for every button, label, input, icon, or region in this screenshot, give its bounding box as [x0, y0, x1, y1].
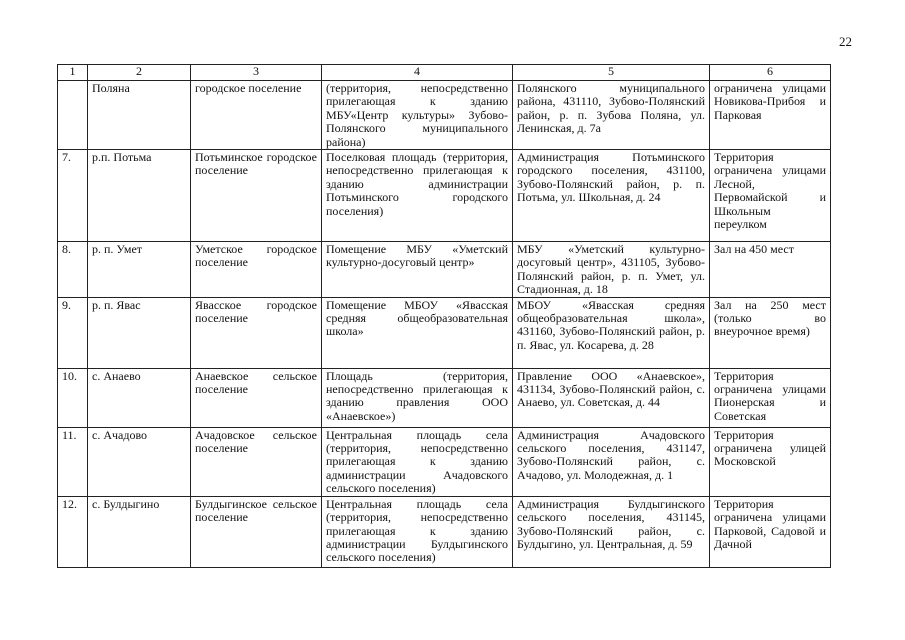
settlement-name: Поляна — [88, 81, 191, 150]
location-note: Территория ограничена улицей Московской — [710, 427, 831, 496]
location-note: Зал на 250 мест (только во внеурочное время) — [710, 297, 831, 368]
column-header: 1 — [58, 65, 88, 81]
owner-address: Правление ООО «Анаевское», 431134, Зубово-Полянский район, с. Анаево, ул. Советская, д. 44 — [513, 368, 710, 427]
settlement-name: р. п. Явас — [88, 297, 191, 368]
row-number — [58, 81, 88, 150]
table-row — [58, 496, 831, 567]
row-number: 9. — [58, 297, 88, 368]
column-header: 2 — [88, 65, 191, 81]
settlement-name: р.п. Потьма — [88, 150, 191, 242]
owner-address: Полянского муниципального района, 431110, Зубово-Полянский район, р. п. Зубова Поляна, ул. Ленинская, д. 7а — [513, 81, 710, 150]
owner-address: Администрация Потьминского городского поселения, 431100, Зубово-Полянский район, р. п. Потьма, ул. Школьная, д. 24 — [513, 150, 710, 242]
location-note: Территория ограничена улицами Лесной, Первомайской и Школьным переулком — [710, 150, 831, 242]
location-description: Площадь (территория, непосредственно прилегающая к зданию правления ООО «Анаевское») — [322, 368, 513, 427]
owner-address: Администрация Ачадовского сельского поселения, 431147, Зубово-Полянский район, с. Ачадово, ул. Молодежная, д. 1 — [513, 427, 710, 496]
location-note: Территория ограничена улицами Пионерская и Советская — [710, 368, 831, 427]
table-row — [58, 150, 831, 242]
owner-address: МБУ «Уметский культурно-досуговый центр», 431105, Зубово-Полянский район, р. п. Умет, ул. Стадионная, д. 18 — [513, 242, 710, 298]
row-number: 11. — [58, 427, 88, 496]
table-row — [58, 242, 831, 298]
owner-address: Администрация Булдыгинского сельского поселения, 431145, Зубово-Полянский район, с. Булдыгино, ул. Центральная, д. 59 — [513, 496, 710, 567]
location-description: Помещение МБУ «Уметский культурно-досуговый центр» — [322, 242, 513, 298]
table-row — [58, 297, 831, 368]
polling-places-table — [57, 64, 831, 568]
page-number: 22 — [839, 34, 852, 49]
row-number: 8. — [58, 242, 88, 298]
row-number: 12. — [58, 496, 88, 567]
municipality-name: Булдыгинское сельское поселение — [191, 496, 322, 567]
settlement-name: с. Ачадово — [88, 427, 191, 496]
municipality-name: городское поселение — [191, 81, 322, 150]
municipality-name: Уметское городское поселение — [191, 242, 322, 298]
owner-address: МБОУ «Явасская средняя общеобразовательная школа», 431160, Зубово-Полянский район, р. п. Явас, ул. Косарева, д. 28 — [513, 297, 710, 368]
column-header: 4 — [322, 65, 513, 81]
location-description: Центральная площадь села (территория, непосредственно прилегающая к зданию администрации Ачадовского сельского поселения) — [322, 427, 513, 496]
column-header: 5 — [513, 65, 710, 81]
municipality-name: Ачадовское сельское поселение — [191, 427, 322, 496]
municipality-name: Явасское городское поселение — [191, 297, 322, 368]
settlement-name: р. п. Умет — [88, 242, 191, 298]
settlement-name: с. Анаево — [88, 368, 191, 427]
municipality-name: Анаевское сельское поселение — [191, 368, 322, 427]
settlement-name: с. Булдыгино — [88, 496, 191, 567]
location-description: (территория, непосредственно прилегающая к зданию МБУ«Центр культуры» Зубово-Полянского муниципального района) — [322, 81, 513, 150]
location-note: ограничена улицами Новикова-Прибоя и Парковая — [710, 81, 831, 150]
column-header: 6 — [710, 65, 831, 81]
row-number: 10. — [58, 368, 88, 427]
column-header: 3 — [191, 65, 322, 81]
table-row — [58, 81, 831, 150]
table-row — [58, 427, 831, 496]
location-note: Зал на 450 мест — [710, 242, 831, 298]
location-description: Помещение МБОУ «Явасская средняя общеобразовательная школа» — [322, 297, 513, 368]
location-description: Поселковая площадь (территория, непосредственно прилегающая к зданию администрации Потьминского городского поселения) — [322, 150, 513, 242]
table-row — [58, 368, 831, 427]
location-description: Центральная площадь села (территория, непосредственно прилегающая к зданию администрации Булдыгинского сельского поселения) — [322, 496, 513, 567]
location-note: Территория ограничена улицами Парковой, Садовой и Дачной — [710, 496, 831, 567]
row-number: 7. — [58, 150, 88, 242]
municipality-name: Потьминское городское поселение — [191, 150, 322, 242]
table-header-row — [58, 65, 831, 81]
